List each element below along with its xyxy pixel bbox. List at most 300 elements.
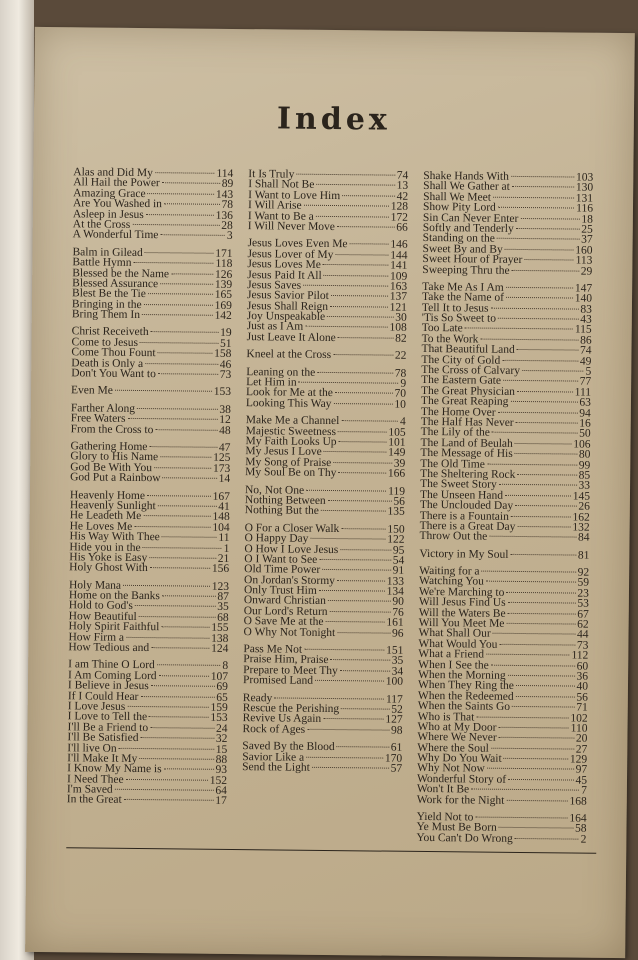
hymn-title: My Jesus I Love: [245, 445, 322, 459]
page-number: 1: [223, 542, 230, 555]
page-number: 44: [576, 629, 589, 642]
page-number: 56: [393, 495, 405, 508]
hymn-title: Free Waters: [70, 412, 126, 426]
hymn-title: I Am Coming Lord: [68, 669, 157, 682]
hymn-title: Hide you in the: [69, 540, 141, 554]
dot-leader: [146, 214, 214, 216]
page-number: 10: [394, 398, 406, 411]
dot-leader: [499, 484, 577, 486]
dot-leader: [163, 477, 217, 479]
hymn-title: Looking This Way: [245, 396, 332, 410]
dot-leader: [505, 249, 574, 251]
hymn-title: Victory in My Soul: [419, 547, 509, 561]
dot-leader: [517, 391, 573, 393]
page-number: 3: [226, 230, 233, 243]
dot-leader: [322, 569, 390, 571]
hymn-title: Shall We Meet: [423, 190, 492, 204]
page-number: 116: [576, 202, 594, 215]
hymn-title: Gathering Home: [70, 440, 148, 454]
dot-leader: [516, 422, 578, 424]
dot-leader: [508, 675, 575, 677]
hymn-title: Waiting for a: [419, 565, 480, 578]
dot-leader: [512, 706, 574, 708]
page-number: 148: [212, 511, 230, 524]
hymn-title: When I See the: [418, 658, 489, 672]
hymn-title: Only Trust Him: [243, 584, 317, 597]
hymn-title: Are You Washed in: [72, 197, 163, 211]
dot-leader: [312, 767, 389, 769]
dot-leader: [476, 716, 568, 718]
hymn-title: Jesus Loves Even Me: [247, 237, 348, 251]
page-number: 81: [577, 549, 590, 562]
page-number: 171: [215, 247, 233, 260]
hymn-title: When They Ring the: [417, 679, 514, 693]
page-number: 38: [219, 403, 231, 416]
page-number: 123: [211, 580, 230, 593]
hymn-title: The Unseen Hand: [419, 488, 504, 502]
dot-leader: [304, 649, 384, 651]
page-number: 85: [578, 469, 591, 482]
dot-leader: [307, 729, 389, 731]
page-number: 4: [399, 415, 406, 428]
dot-leader: [499, 737, 574, 739]
dot-leader: [340, 670, 390, 672]
hymn-title: Blessed be the Name: [72, 266, 170, 280]
page-number: 113: [575, 254, 593, 267]
page-number: 52: [391, 703, 403, 716]
dot-leader: [338, 431, 386, 433]
hymn-title: To the Work: [421, 332, 479, 346]
page-number: 112: [571, 649, 589, 662]
page-number: 156: [211, 563, 230, 576]
hymn-title: O Why Not Tonight: [243, 625, 336, 639]
page-number: 50: [579, 427, 591, 441]
dot-leader: [316, 184, 394, 186]
hymn-title: Holy Mana: [68, 578, 122, 592]
index-entry: [73, 230, 233, 242]
page-number: 47: [218, 441, 231, 454]
hymn-title: Sweet Hour of Prayer: [422, 253, 523, 267]
page-number: 92: [577, 566, 590, 579]
page-number: 169: [214, 299, 233, 312]
page-number: 59: [577, 577, 590, 590]
page-number: 33: [578, 479, 591, 493]
hymn-title: Will You Meet Me: [418, 616, 505, 630]
page-number: 56: [576, 691, 588, 704]
hymn-title: Onward Christian: [243, 594, 327, 608]
page-number: 46: [219, 358, 232, 371]
hymn-title: How Beautiful: [68, 610, 137, 623]
hymn-title: Kneel at the Cross: [246, 348, 332, 362]
dot-leader: [328, 600, 390, 602]
hymn-title: Battle Hymn: [72, 256, 132, 270]
dot-leader: [524, 259, 573, 261]
dot-leader: [510, 554, 575, 556]
hymn-title: Come to Jesus: [71, 336, 139, 349]
dot-leader: [148, 293, 213, 295]
index-entry: [422, 264, 592, 276]
page-number: 23: [577, 587, 590, 600]
dot-leader: [171, 273, 213, 274]
page-number: 67: [577, 608, 589, 621]
hymn-title: Blessed Assurance: [72, 277, 159, 291]
page-number: 133: [386, 575, 405, 588]
dot-leader: [335, 254, 388, 256]
page-number: 111: [574, 386, 592, 399]
page-number: 65: [216, 691, 228, 704]
hymn-title: Revive Us Again: [242, 712, 322, 726]
page-number: 63: [579, 396, 592, 409]
page-number: 108: [389, 322, 407, 335]
page-number: 106: [573, 438, 591, 451]
page-number: 110: [570, 722, 588, 735]
dot-leader: [491, 307, 579, 309]
dot-leader: [493, 196, 574, 198]
hymn-title: O Save Me at the: [243, 615, 324, 629]
dot-leader: [493, 633, 575, 635]
dot-leader: [515, 505, 576, 507]
index-entry: [247, 332, 407, 344]
hymn-title: Sweet By and By: [422, 242, 503, 256]
hymn-title: Why Do You Wait: [417, 752, 502, 765]
hymn-title: Nothing But the: [244, 504, 319, 518]
dot-leader: [520, 218, 579, 220]
dot-leader: [335, 392, 393, 394]
hymn-title: Show Pity Lord: [422, 201, 496, 214]
page-number: 53: [577, 597, 589, 610]
dot-leader: [499, 644, 574, 646]
hymn-title: Bring Them In: [71, 308, 141, 322]
page-number: 69: [216, 681, 229, 694]
index-entry: [419, 549, 589, 561]
page-number: 96: [391, 627, 404, 640]
dot-leader: [119, 747, 214, 749]
page-number: 42: [396, 190, 409, 203]
index-page: [25, 27, 635, 958]
dot-leader: [150, 727, 214, 729]
dot-leader: [123, 585, 210, 587]
dot-leader: [164, 203, 220, 205]
hymn-title: From the Cross to: [70, 422, 154, 436]
page-number: 131: [575, 192, 594, 205]
page-number: 48: [219, 424, 231, 437]
dot-leader: [350, 244, 389, 245]
dot-leader: [511, 176, 574, 178]
dot-leader: [517, 526, 570, 528]
hymn-title: The Land of Beulah: [420, 436, 513, 450]
page-number: 73: [576, 639, 589, 652]
dot-leader: [160, 457, 211, 459]
dot-leader: [305, 326, 387, 328]
hymn-title: That Beautiful Land: [421, 343, 515, 357]
index-entry: [417, 795, 587, 807]
dot-leader: [157, 665, 221, 667]
dot-leader: [151, 685, 215, 687]
dot-leader: [491, 664, 575, 666]
hymn-title: Work for the Night: [416, 793, 505, 807]
hymn-title: The Half Has Never: [420, 415, 514, 429]
hymn-title: Saved By the Blood: [242, 740, 335, 754]
hymn-title: He Leadeth Me: [69, 509, 142, 523]
page-number: 103: [575, 171, 594, 184]
dot-leader: [137, 408, 217, 410]
dot-leader: [127, 706, 208, 708]
index-entry: [245, 467, 405, 479]
hymn-title: Jesus Saves: [247, 279, 302, 292]
hymn-title: My Soul Be on Thy: [245, 466, 337, 480]
hymn-title: Pass Me Not: [243, 643, 303, 656]
hymn-title: I'll live On: [67, 741, 117, 755]
dot-leader: [341, 420, 398, 422]
dot-leader: [151, 647, 209, 649]
page-number: 21: [217, 552, 230, 565]
dot-leader: [140, 737, 213, 739]
page-number: 49: [579, 355, 592, 368]
page-number: 137: [389, 290, 408, 304]
page-number: 11: [218, 531, 230, 545]
page-number: 34: [391, 665, 404, 678]
page-number: 143: [215, 188, 234, 201]
page-number: 54: [392, 554, 405, 567]
dot-leader: [321, 510, 386, 512]
page-number: 45: [575, 774, 588, 787]
hymn-title: I Want to Love Him: [248, 188, 341, 202]
hymn-title: I Want to Be a: [247, 209, 314, 223]
page-number: 115: [574, 324, 592, 337]
dot-leader: [471, 789, 579, 791]
hymn-title: There is a Great Day: [419, 519, 516, 533]
hymn-title: Praise Him, Praise: [243, 653, 329, 667]
page-number: 68: [217, 611, 229, 624]
page-number: 37: [581, 233, 593, 247]
page-number: 139: [214, 278, 233, 291]
page-number: 76: [392, 606, 404, 619]
hymn-title: In the Great: [66, 793, 122, 807]
hymn-title: Holy Ghost With: [69, 561, 148, 575]
page-number: 128: [390, 200, 409, 213]
dot-leader: [162, 536, 217, 538]
page-number: 135: [387, 505, 405, 519]
hymn-title: Take Me As I Am: [422, 280, 504, 294]
page-number: 125: [213, 452, 231, 465]
index-entry: [246, 398, 406, 410]
dot-leader: [337, 226, 394, 228]
dot-leader: [150, 567, 210, 569]
page-number: 71: [576, 701, 588, 714]
dot-leader: [333, 462, 392, 464]
hymn-title: I Know My Name is: [67, 762, 162, 776]
hymn-title: Jesus Savior Pilot: [246, 289, 329, 303]
page-number: 77: [579, 376, 592, 389]
page-number: 122: [387, 533, 405, 546]
hymn-title: Who at My Door: [417, 720, 497, 734]
page-number: 149: [388, 446, 406, 460]
index-column-1: [67, 167, 234, 807]
hymn-title: Ready: [242, 691, 273, 704]
page-number: 101: [388, 436, 406, 449]
dot-leader: [506, 297, 573, 299]
dot-leader: [491, 747, 574, 749]
hymn-title: There is a Fountain: [419, 509, 509, 523]
hymn-title: Jesus Paid It All: [247, 268, 322, 282]
hymn-title: Amazing Grace: [73, 187, 146, 200]
hymn-title: Bringing in the: [71, 297, 142, 311]
hymn-title: Send the Light: [242, 761, 310, 774]
index-entry: [70, 472, 230, 484]
hymn-title: What Would You: [418, 637, 498, 651]
dot-leader: [465, 328, 573, 330]
hymn-title: Majestic Sweetness: [245, 424, 337, 438]
dot-leader: [337, 632, 390, 634]
hymn-title: Sin Can Never Enter: [422, 211, 519, 225]
page-number: 104: [212, 521, 230, 534]
page-number: 117: [385, 693, 403, 706]
page-number: 78: [221, 199, 234, 212]
hymn-title: Balm in Gilead: [72, 246, 143, 259]
page-number: 98: [390, 724, 403, 737]
hymn-title: Rescue the Perishing: [242, 702, 340, 716]
dot-leader: [304, 205, 389, 207]
hymn-title: You Can't Do Wrong: [416, 831, 513, 845]
dot-leader: [503, 380, 578, 382]
page-number: 167: [212, 490, 231, 503]
hymn-title: Savior Like a: [242, 750, 305, 764]
page-number: 9: [400, 377, 407, 390]
page-number: 147: [574, 282, 593, 295]
dot-leader: [124, 799, 214, 801]
page-number: 41: [218, 500, 230, 513]
hymn-title: Christ Receiveth: [71, 325, 149, 339]
dot-leader: [487, 768, 574, 770]
page-number: 7: [581, 784, 587, 797]
hymn-title: I Will Arise: [247, 199, 302, 212]
hymn-title: I am Thine O Lord: [68, 658, 155, 672]
dot-leader: [139, 758, 213, 760]
dot-leader: [475, 817, 567, 819]
page-number: 97: [575, 764, 588, 777]
hymn-title: Look for Me at the: [245, 386, 333, 400]
page-number: 150: [387, 523, 405, 536]
page-number: 15: [215, 743, 228, 756]
page-number: 118: [215, 257, 233, 271]
page-number: 16: [579, 417, 591, 430]
dot-leader: [499, 827, 573, 829]
dot-leader: [515, 838, 579, 840]
hymn-title: I Love Jesus: [67, 700, 126, 713]
page-number: 126: [214, 268, 233, 281]
hymn-title: O How I Love Jesus: [244, 542, 339, 556]
dot-leader: [310, 538, 385, 540]
page-number: 136: [215, 209, 233, 222]
page-number: 102: [570, 712, 588, 725]
index-entry: [242, 762, 402, 774]
hymn-title: Heavenly Sunlight: [69, 499, 156, 513]
dot-leader: [154, 467, 211, 469]
page-number: 141: [390, 259, 408, 272]
dot-leader: [506, 623, 575, 625]
hymn-title: Nothing Between: [244, 494, 326, 507]
dot-leader: [502, 359, 578, 361]
dot-leader: [158, 352, 213, 354]
page-number: 165: [214, 289, 233, 302]
page-number: 73: [219, 368, 232, 381]
hymn-title: How Firm a: [68, 630, 125, 644]
hymn-title: What a Friend: [418, 648, 485, 661]
page-number: 134: [386, 585, 405, 598]
hymn-title: The Message of His: [420, 447, 513, 461]
hymn-title: When the Saints Go: [417, 700, 511, 714]
dot-leader: [132, 224, 219, 226]
hymn-title: Death is Only a: [71, 356, 144, 370]
dot-leader: [142, 314, 213, 316]
page-number: 36: [576, 670, 589, 683]
hymn-title: The Lily of the: [420, 426, 491, 440]
dot-leader: [517, 349, 578, 351]
page-number: 80: [578, 448, 591, 461]
hymn-title: Take the Name of: [421, 291, 505, 305]
dot-leader: [337, 580, 385, 582]
page-number: 140: [574, 292, 593, 306]
hymn-title: Shall We Gather at: [423, 180, 510, 194]
dot-leader: [340, 549, 391, 551]
dot-leader: [498, 411, 578, 413]
hymn-title: On Jordan's Stormy: [244, 573, 336, 587]
page-number: 60: [576, 660, 589, 673]
dot-leader: [149, 716, 208, 718]
page-number: 138: [211, 632, 229, 645]
dot-leader: [508, 612, 576, 614]
dot-leader: [325, 621, 384, 623]
dot-leader: [151, 332, 219, 334]
index-entry: [248, 221, 408, 233]
hymn-title: What Shall Our: [418, 627, 491, 641]
page-number: 121: [389, 301, 408, 314]
hymn-title: Why Not Now: [417, 762, 485, 776]
page-number: 22: [394, 349, 407, 363]
page-number: 12: [219, 414, 231, 427]
dot-leader: [161, 626, 209, 628]
dot-leader: [516, 696, 575, 698]
hymn-title: Alas and Did My: [73, 166, 153, 180]
hymn-title: I Shall Not Be: [248, 178, 315, 192]
hymn-title: Yield Not to: [416, 810, 474, 824]
hymn-title: God Be With You: [70, 461, 153, 474]
dot-leader: [160, 235, 224, 237]
page-number: 2: [580, 833, 587, 846]
hymn-title: If I Could Hear: [67, 689, 139, 703]
hymn-title: The Home Over: [420, 405, 496, 419]
hymn-title: All Hail the Power: [73, 176, 160, 190]
page-number: 87: [217, 590, 229, 604]
dot-leader: [489, 536, 576, 538]
dot-leader: [324, 274, 388, 276]
hymn-title: Promised Land: [242, 674, 314, 688]
dot-leader: [330, 306, 388, 308]
index-entry: [67, 795, 227, 807]
hymn-title: He Loves Me: [69, 519, 133, 533]
dot-leader: [135, 605, 215, 607]
hymn-title: The Unclouded Day: [419, 499, 514, 513]
page-number: 5: [585, 365, 592, 378]
page-number: 129: [569, 753, 588, 766]
hymn-title: The Cross of Calvary: [421, 363, 521, 378]
hymn-title: Prepare to Meet Thy: [243, 663, 338, 677]
page-number: 127: [385, 713, 403, 727]
dot-leader: [327, 316, 393, 318]
hymn-title: The Great Reaping: [420, 395, 509, 409]
hymn-title: When the Morning: [418, 668, 506, 682]
dot-leader: [337, 746, 389, 748]
